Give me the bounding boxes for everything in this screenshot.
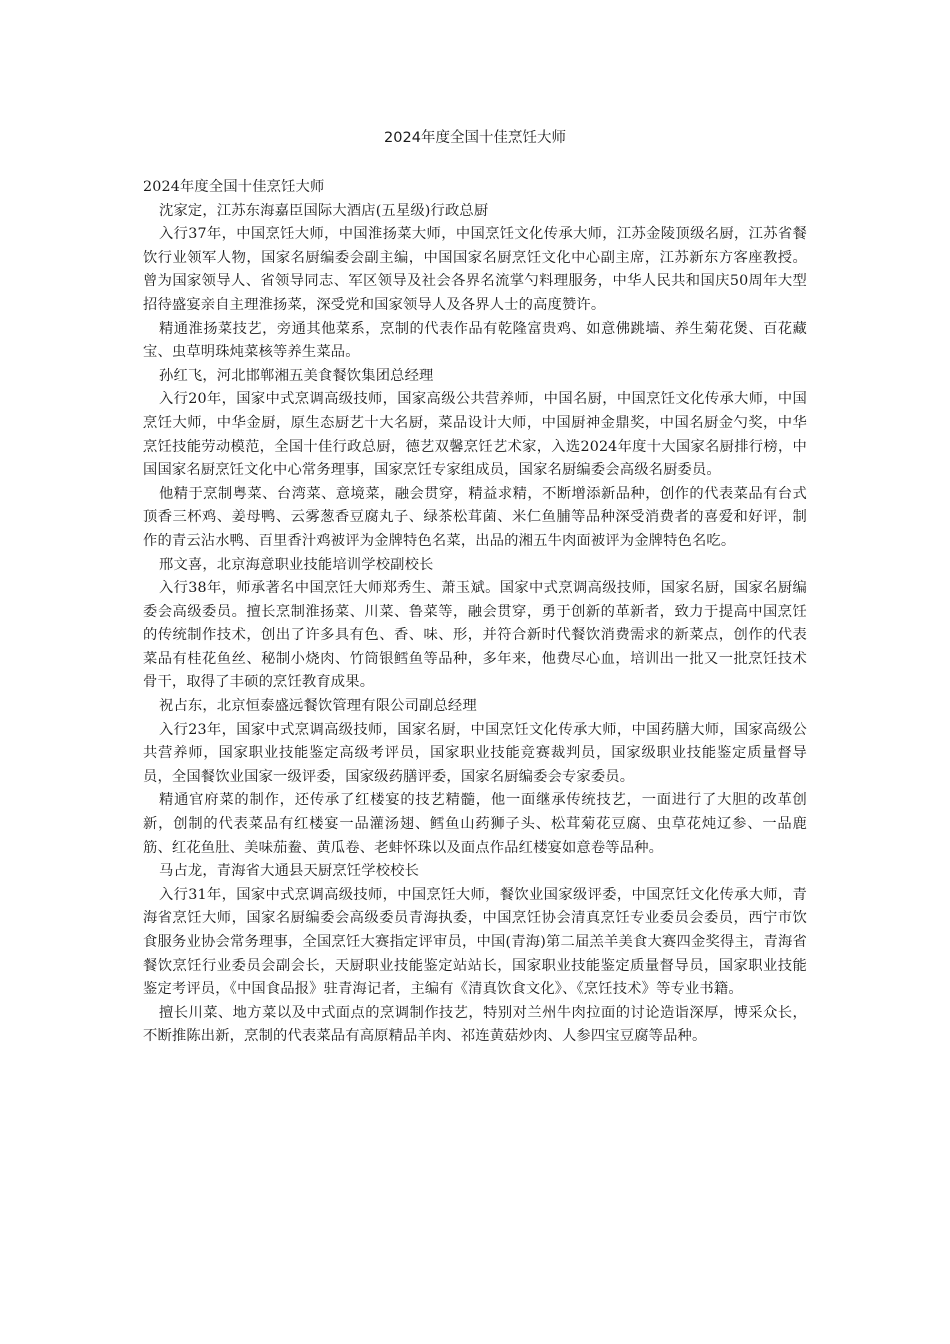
body-paragraph: 他精于烹制粤菜、台湾菜、意境菜，融会贯穿，精益求精，不断增添新品种，创作的代表菜品有台式顶香三杯鸡、姜母鸭、云雾葱香豆腐丸子、绿茶松茸菌、米仁鱼脯等品种深受消费者的喜爱和好评，制作的青云沾水鸭、百里香汁鸡被评为金牌特色名菜，出品的湘五牛肉面被评为金牌特色名吃。: [143, 485, 807, 549]
person-name-line: 孙红飞，河北邯郸湘五美食餐饮集团总经理: [159, 367, 434, 384]
person-name-line: 邢文喜，北京海意职业技能培训学校副校长: [159, 556, 434, 573]
document-body: [143, 176, 807, 1049]
body-paragraph: 精通官府菜的制作，还传承了红楼宴的技艺精髓，他一面继承传统技艺，一面进行了大胆的改革创新，创制的代表菜品有红楼宴一品灌汤翅、鳕鱼山药狮子头、松茸菊花豆腐、虫草花炖辽参、一品鹿筋、红花鱼肚、美味茄鲞、黄瓜卷、老蚌怀珠以及面点作品红楼宴如意卷等品种。: [143, 792, 807, 856]
body-paragraph: 入行37年，中国烹饪大师，中国淮扬菜大师，中国烹饪文化传承大师，江苏金陵顶级名厨，江苏省餐饮行业领军人物，国家名厨编委会副主编，中国国家名厨烹饪文化中心副主席，江苏新东方客座教授。曾为国家领导人、省领导同志、军区领导及社会各界名流掌勺料理服务，中华人民共和国庆50周年大型招待盛宴亲自主理淮扬菜，深受党和国家领导人及各界人士的高度赞许。: [143, 226, 807, 313]
person-name-line: 马占龙，青海省大通县天厨烹饪学校校长: [159, 863, 420, 880]
body-paragraph: 入行23年，国家中式烹调高级技师，国家名厨，中国烹饪文化传承大师，中国药膳大师，国家高级公共营养师，国家职业技能鉴定高级考评员，国家职业技能竞赛裁判员，国家级职业技能鉴定质量督导员，全国餐饮业国家一级评委，国家级药膳评委，国家名厨编委会专家委员。: [143, 721, 807, 785]
body-paragraph: 入行31年，国家中式烹调高级技师，中国烹饪大师，餐饮业国家级评委，中国烹饪文化传承大师，青海省烹饪大师，国家名厨编委会高级委员青海执委，中国烹饪协会清真烹饪专业委员会委员，西宁市饮食服务业协会常务理事，全国烹饪大赛指定评审员，中国(青海)第二届羔羊美食大赛四金奖得主，青海省餐饮烹饪行业委员会副会长，天厨职业技能鉴定站站长，国家职业技能鉴定质量督导员，国家职业技能鉴定考评员，《中国食品报》驻青海记者，主编有《清真饮食文化》、《烹饪技术》等专业书籍。: [143, 886, 807, 998]
person-name-line: 沈家定，江苏东海嘉臣国际大酒店(五星级)行政总厨: [159, 202, 489, 219]
page-title: 2024年度全国十佳烹饪大师: [384, 130, 566, 146]
document-heading: 2024年度全国十佳烹饪大师: [143, 179, 325, 195]
body-paragraph: 擅长川菜、地方菜以及中式面点的烹调制作技艺，特别对兰州牛肉拉面的讨论造诣深厚，博采众长，不断推陈出新，烹制的代表菜品有高原精品羊肉、祁连黄菇炒肉、人参四宝豆腐等品种。: [143, 1004, 807, 1045]
body-paragraph: 入行20年，国家中式烹调高级技师，国家高级公共营养师，中国名厨，中国烹饪文化传承大师，中国烹饪大师，中华金厨，原生态厨艺十大名厨，菜品设计大师，中国厨神金鼎奖，中国名厨金勺奖，中华烹饪技能劳动模范，全国十佳行政总厨，德艺双馨烹饪艺术家，入选2024年度十大国家名厨排行榜，中国国家名厨烹饪文化中心常务理事，国家烹饪专家组成员，国家名厨编委会高级名厨委员。: [143, 391, 807, 479]
body-paragraph: 入行38年，师承著名中国烹饪大师郑秀生、萧玉斌。国家中式烹调高级技师，国家名厨，国家名厨编委会高级委员。擅长烹制淮扬菜、川菜、鲁菜等，融会贯穿，勇于创新的革新者，致力于提高中国烹饪的传统制作技术，创出了许多具有色、香、味、形，并符合新时代餐饮消费需求的新菜点，创作的代表菜品有桂花鱼丝、秘制小烧肉、竹筒银鳕鱼等品种，多年来，他费尽心血，培训出一批又一批烹饪技术骨干，取得了丰硕的烹饪教育成果。: [143, 580, 807, 691]
body-paragraph: 精通淮扬菜技艺，旁通其他菜系，烹制的代表作品有乾隆富贵鸡、如意佛跳墙、养生菊花煲、百花藏宝、虫草明珠炖菜核等养生菜品。: [143, 320, 807, 361]
person-name-line: 祝占东，北京恒泰盛远餐饮管理有限公司副总经理: [159, 698, 477, 715]
